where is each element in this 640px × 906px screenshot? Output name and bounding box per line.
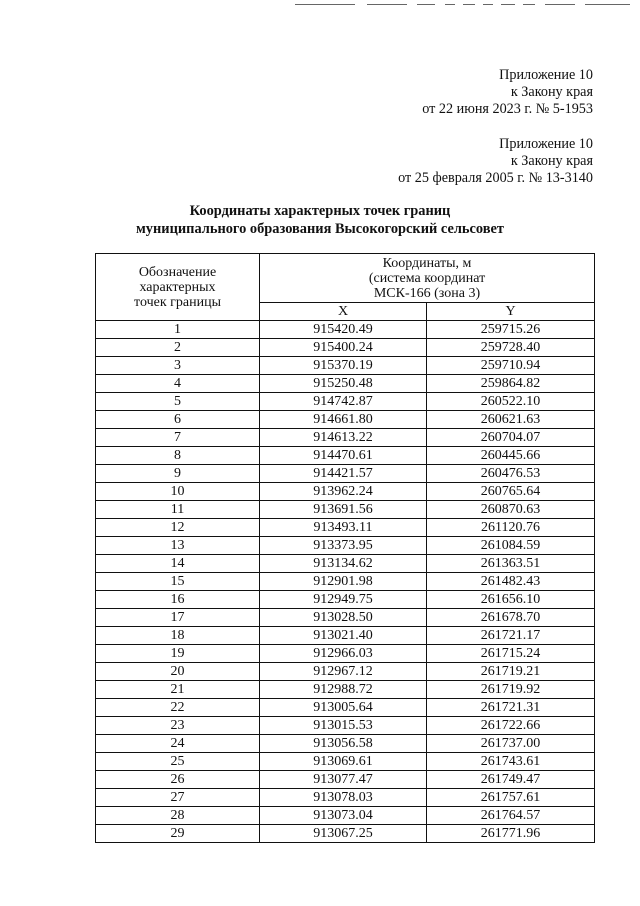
table-row bbox=[96, 321, 595, 339]
y-coordinate-cell: 261721.31 bbox=[427, 699, 595, 717]
header-current-line2: к Закону края bbox=[510, 84, 593, 100]
y-coordinate-cell: 260445.66 bbox=[427, 447, 595, 465]
y-coordinate-cell: 261678.70 bbox=[427, 609, 595, 627]
x-coordinate-cell: 914613.22 bbox=[260, 429, 427, 447]
x-coordinate-cell: 913078.03 bbox=[260, 789, 427, 807]
table-row bbox=[96, 555, 595, 573]
y-coordinate-cell: 259728.40 bbox=[427, 339, 595, 357]
y-coordinate-cell: 260704.07 bbox=[427, 429, 595, 447]
point-number-cell: 28 bbox=[96, 807, 260, 825]
y-coordinate-cell: 261656.10 bbox=[427, 591, 595, 609]
y-coordinate-cell: 260476.53 bbox=[427, 465, 595, 483]
table-row bbox=[96, 393, 595, 411]
point-number-cell: 8 bbox=[96, 447, 260, 465]
x-column-header: X bbox=[260, 303, 427, 321]
table-row bbox=[96, 447, 595, 465]
table-row bbox=[96, 681, 595, 699]
table-row bbox=[96, 411, 595, 429]
header-original-law bbox=[398, 136, 593, 187]
header-original-line3: от 25 февраля 2005 г. № 13-3140 bbox=[398, 170, 593, 186]
y-coordinate-cell: 261719.21 bbox=[427, 663, 595, 681]
y-coordinate-cell: 261722.66 bbox=[427, 717, 595, 735]
point-number-cell: 20 bbox=[96, 663, 260, 681]
table-row bbox=[96, 573, 595, 591]
y-coordinate-cell: 261764.57 bbox=[427, 807, 595, 825]
coordinates-header-line1: Координаты, м bbox=[382, 255, 472, 271]
point-number-cell: 7 bbox=[96, 429, 260, 447]
point-label-header-line2: характерных bbox=[139, 279, 216, 295]
point-number-cell: 29 bbox=[96, 825, 260, 843]
table-row bbox=[96, 609, 595, 627]
point-number-cell: 5 bbox=[96, 393, 260, 411]
point-number-cell: 21 bbox=[96, 681, 260, 699]
point-number-cell: 23 bbox=[96, 717, 260, 735]
y-coordinate-cell: 260765.64 bbox=[427, 483, 595, 501]
point-number-cell: 3 bbox=[96, 357, 260, 375]
x-coordinate-cell: 913067.25 bbox=[260, 825, 427, 843]
table-row bbox=[96, 807, 595, 825]
y-column-header: Y bbox=[427, 303, 595, 321]
y-coordinate-cell: 261749.47 bbox=[427, 771, 595, 789]
table-row bbox=[96, 591, 595, 609]
header-current-line1: Приложение 10 bbox=[499, 67, 593, 83]
point-number-cell: 22 bbox=[96, 699, 260, 717]
x-coordinate-cell: 912966.03 bbox=[260, 645, 427, 663]
coordinates-table bbox=[95, 253, 595, 843]
point-number-cell: 27 bbox=[96, 789, 260, 807]
x-coordinate-cell: 915420.49 bbox=[260, 321, 427, 339]
x-coordinate-cell: 913073.04 bbox=[260, 807, 427, 825]
table-row bbox=[96, 537, 595, 555]
y-coordinate-cell: 261757.61 bbox=[427, 789, 595, 807]
table-row bbox=[96, 501, 595, 519]
x-coordinate-cell: 915250.48 bbox=[260, 375, 427, 393]
y-coordinate-cell: 261363.51 bbox=[427, 555, 595, 573]
table-row bbox=[96, 717, 595, 735]
header-original-line1: Приложение 10 bbox=[499, 136, 593, 152]
x-coordinate-cell: 913069.61 bbox=[260, 753, 427, 771]
scan-artifact-lines bbox=[295, 4, 640, 7]
point-label-header bbox=[96, 254, 260, 321]
table-row bbox=[96, 519, 595, 537]
table-row bbox=[96, 789, 595, 807]
document-title bbox=[0, 203, 640, 238]
x-coordinate-cell: 912901.98 bbox=[260, 573, 427, 591]
table-row bbox=[96, 771, 595, 789]
table-row bbox=[96, 429, 595, 447]
table-row bbox=[96, 825, 595, 843]
table-row bbox=[96, 735, 595, 753]
y-coordinate-cell: 261743.61 bbox=[427, 753, 595, 771]
table-row bbox=[96, 465, 595, 483]
table-row bbox=[96, 663, 595, 681]
point-number-cell: 15 bbox=[96, 573, 260, 591]
x-coordinate-cell: 914421.57 bbox=[260, 465, 427, 483]
table-row bbox=[96, 627, 595, 645]
x-coordinate-cell: 912967.12 bbox=[260, 663, 427, 681]
title-line2: муниципального образования Высокогорский сельсовет bbox=[135, 220, 504, 237]
y-coordinate-cell: 260621.63 bbox=[427, 411, 595, 429]
point-number-cell: 1 bbox=[96, 321, 260, 339]
coordinates-header bbox=[260, 254, 595, 303]
x-coordinate-cell: 913056.58 bbox=[260, 735, 427, 753]
table-row bbox=[96, 645, 595, 663]
point-number-cell: 17 bbox=[96, 609, 260, 627]
table-row bbox=[96, 375, 595, 393]
x-coordinate-cell: 913134.62 bbox=[260, 555, 427, 573]
y-coordinate-cell: 260522.10 bbox=[427, 393, 595, 411]
x-coordinate-cell: 914742.87 bbox=[260, 393, 427, 411]
header-current-amendment bbox=[422, 67, 593, 118]
y-coordinate-cell: 261715.24 bbox=[427, 645, 595, 663]
x-coordinate-cell: 912949.75 bbox=[260, 591, 427, 609]
header-current-line3: от 22 июня 2023 г. № 5-1953 bbox=[422, 101, 593, 117]
point-number-cell: 26 bbox=[96, 771, 260, 789]
y-coordinate-cell: 261719.92 bbox=[427, 681, 595, 699]
y-coordinate-cell: 259710.94 bbox=[427, 357, 595, 375]
table-row bbox=[96, 753, 595, 771]
point-number-cell: 13 bbox=[96, 537, 260, 555]
point-number-cell: 16 bbox=[96, 591, 260, 609]
header-original-line2: к Закону края bbox=[510, 153, 593, 169]
table-row bbox=[96, 357, 595, 375]
table-row bbox=[96, 339, 595, 357]
point-number-cell: 25 bbox=[96, 753, 260, 771]
y-coordinate-cell: 259715.26 bbox=[427, 321, 595, 339]
y-coordinate-cell: 261771.96 bbox=[427, 825, 595, 843]
title-line1: Координаты характерных точек границ bbox=[189, 203, 451, 219]
x-coordinate-cell: 912988.72 bbox=[260, 681, 427, 699]
x-coordinate-cell: 914661.80 bbox=[260, 411, 427, 429]
point-number-cell: 18 bbox=[96, 627, 260, 645]
point-number-cell: 10 bbox=[96, 483, 260, 501]
y-coordinate-cell: 261084.59 bbox=[427, 537, 595, 555]
point-number-cell: 11 bbox=[96, 501, 260, 519]
y-coordinate-cell: 261482.43 bbox=[427, 573, 595, 591]
x-coordinate-cell: 915370.19 bbox=[260, 357, 427, 375]
x-coordinate-cell: 913962.24 bbox=[260, 483, 427, 501]
point-number-cell: 2 bbox=[96, 339, 260, 357]
x-coordinate-cell: 913077.47 bbox=[260, 771, 427, 789]
x-coordinate-cell: 913691.56 bbox=[260, 501, 427, 519]
point-number-cell: 14 bbox=[96, 555, 260, 573]
y-coordinate-cell: 259864.82 bbox=[427, 375, 595, 393]
point-number-cell: 9 bbox=[96, 465, 260, 483]
x-coordinate-cell: 913493.11 bbox=[260, 519, 427, 537]
x-coordinate-cell: 913021.40 bbox=[260, 627, 427, 645]
x-coordinate-cell: 913028.50 bbox=[260, 609, 427, 627]
coordinates-table-body bbox=[96, 321, 595, 843]
y-coordinate-cell: 261721.17 bbox=[427, 627, 595, 645]
x-coordinate-cell: 913373.95 bbox=[260, 537, 427, 555]
point-label-header-line3: точек границы bbox=[134, 294, 221, 310]
table-row bbox=[96, 483, 595, 501]
point-number-cell: 24 bbox=[96, 735, 260, 753]
table-row bbox=[96, 699, 595, 717]
point-number-cell: 6 bbox=[96, 411, 260, 429]
x-coordinate-cell: 913005.64 bbox=[260, 699, 427, 717]
x-coordinate-cell: 913015.53 bbox=[260, 717, 427, 735]
point-number-cell: 4 bbox=[96, 375, 260, 393]
x-coordinate-cell: 914470.61 bbox=[260, 447, 427, 465]
x-coordinate-cell: 915400.24 bbox=[260, 339, 427, 357]
coordinates-header-line3: МСК-166 (зона 3) bbox=[373, 285, 481, 301]
point-number-cell: 19 bbox=[96, 645, 260, 663]
point-label-header-line1: Обозначение bbox=[138, 264, 217, 280]
y-coordinate-cell: 260870.63 bbox=[427, 501, 595, 519]
point-number-cell: 12 bbox=[96, 519, 260, 537]
coordinates-header-line2: (система координат bbox=[368, 270, 486, 286]
y-coordinate-cell: 261737.00 bbox=[427, 735, 595, 753]
y-coordinate-cell: 261120.76 bbox=[427, 519, 595, 537]
